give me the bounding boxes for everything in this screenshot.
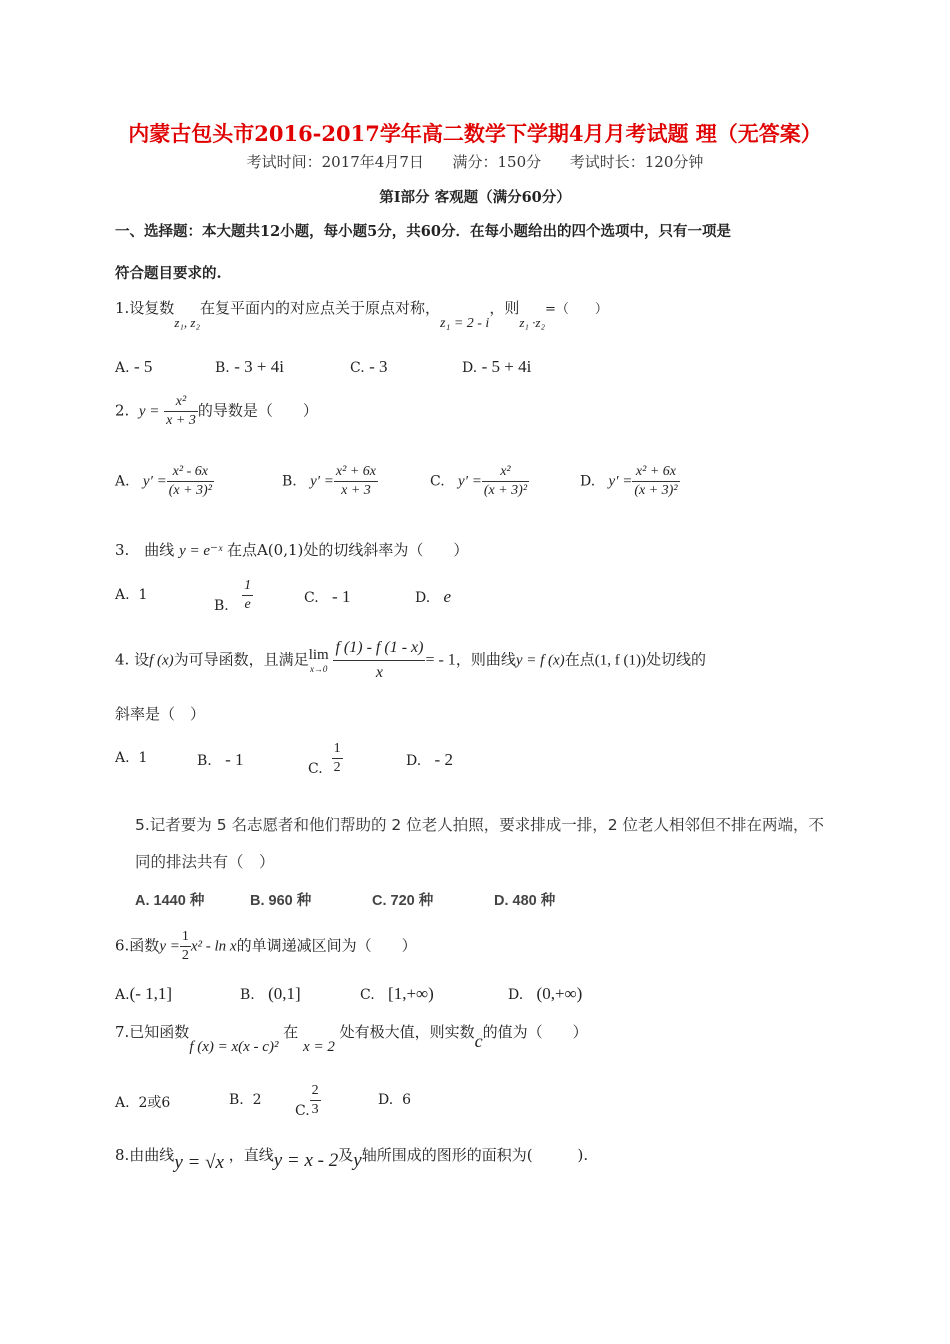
option-value: - 1 <box>225 750 244 769</box>
option-label: A. <box>115 987 130 1003</box>
full-score: 满分：150分 <box>452 153 542 171</box>
option-value: (- 1,1] <box>129 984 173 1003</box>
numerator: x² <box>164 393 198 412</box>
q4-mid2: ，则曲线 <box>455 650 516 669</box>
denominator: 2 <box>181 948 189 963</box>
denominator: 3 <box>311 1102 319 1117</box>
question-8-stem <box>115 1144 589 1173</box>
option-fraction <box>310 1082 321 1119</box>
q5-stem-line2: 同的排法共有（ ） <box>135 853 275 871</box>
option-lhs: y′ = <box>458 473 482 490</box>
option-value: - 1 <box>332 587 351 606</box>
q2-tail: 的导数是（ ） <box>197 401 318 420</box>
option-value: - 5 <box>134 357 153 376</box>
q5-option-a: A. 1440 种 <box>135 893 205 909</box>
option-label: C. <box>295 1102 310 1119</box>
option-value: e <box>443 587 452 606</box>
q1-equals: =（ ） <box>545 302 608 317</box>
q2-fraction <box>164 393 198 430</box>
denominator: x + 3 <box>341 483 371 498</box>
q8-tail: 轴所围成的图形的面积为( ). <box>361 1146 589 1164</box>
option-label: A. <box>115 1095 130 1111</box>
q7-at: x = 2 <box>303 1039 335 1055</box>
q2-y: y = <box>138 403 160 420</box>
exam-time: 考试时间：2017年4月7日 <box>246 153 424 171</box>
question-7-stem <box>115 1021 588 1055</box>
numerator: 1 <box>180 928 191 947</box>
option-label: B. <box>215 360 230 376</box>
q4-eq: = - 1 <box>425 651 456 669</box>
q5-stem-line1: 5.记者要为 5 名志愿者和他们帮助的 2 位老人拍照，要求排成一排，2 位老人相邻但不排在两端，不 <box>135 816 825 834</box>
q3-curve: y = e⁻ˣ <box>179 543 223 559</box>
question-1-stem <box>115 297 608 331</box>
q8-curve1: y = √x <box>174 1152 224 1173</box>
numerator: x² - 6x <box>167 463 214 482</box>
option-fraction <box>482 463 529 500</box>
option-label: A. <box>115 587 130 603</box>
numerator: x² + 6x <box>334 463 378 482</box>
q6-expression: x² - ln x <box>190 938 237 955</box>
option-label: C. <box>360 987 375 1003</box>
q6-option-b <box>240 984 301 1004</box>
q4-stem-line2: 斜率是（ ） <box>115 705 206 723</box>
q8-mid: ，直线 <box>228 1146 274 1164</box>
q4-lead: 4. 设 <box>115 650 150 669</box>
q7-function: f (x) = x(x - c)² <box>189 1039 279 1055</box>
numerator: 1 <box>332 740 343 759</box>
q3-option-c <box>304 587 350 607</box>
option-label: B. <box>282 473 297 490</box>
option-value: 2或6 <box>138 1095 171 1111</box>
option-label: D. <box>462 360 478 376</box>
q1-then: ，则 <box>489 299 520 317</box>
numerator: 1 <box>242 577 253 596</box>
lim-sub: x→0 <box>309 664 328 674</box>
q4-mid1: 为可导函数，且满足 <box>173 650 309 669</box>
denominator: (x + 3)² <box>483 483 528 498</box>
q4-fraction <box>333 636 425 685</box>
q7-lead: 7.已知函数 <box>115 1023 190 1041</box>
section-instruction-line1: 一、选择题：本大题共12小题，每小题5分，共60分．在每小题给出的四个选项中，只有一项是 <box>115 223 731 240</box>
option-label: D. <box>508 987 524 1003</box>
option-value: - 5 + 4i <box>481 357 532 376</box>
option-label: A. <box>115 750 130 766</box>
q5-option-d: D. 480 种 <box>494 893 556 909</box>
option-value: [1,+∞) <box>388 984 434 1003</box>
option-value: (0,+∞) <box>536 984 583 1003</box>
q2-option-c <box>430 463 529 500</box>
question-6-stem <box>115 928 417 965</box>
option-fraction <box>332 740 343 777</box>
option-label: B. <box>214 597 229 614</box>
q6-option-d <box>508 984 582 1004</box>
option-label: B. <box>197 753 212 769</box>
option-fraction <box>167 463 214 500</box>
q4-point: (1, f (1)) <box>594 652 646 669</box>
exam-duration: 考试时长：120分钟 <box>569 153 704 171</box>
option-value: (0,1] <box>268 984 301 1003</box>
q3-option-a <box>115 587 147 603</box>
q7-c: c <box>474 1031 483 1051</box>
q3-tail: 在点A(0,1)处的切线斜率为（ ） <box>226 541 469 559</box>
q6-lead: 6.函数 <box>115 936 160 955</box>
q5-option-b: B. 960 种 <box>250 893 312 909</box>
q7-option-b <box>229 1092 262 1108</box>
q8-lead: 8.由曲线 <box>115 1146 175 1164</box>
q8-mid2: 及 <box>338 1146 354 1164</box>
q2-option-d <box>580 463 680 500</box>
denominator: x + 3 <box>166 413 196 428</box>
section-instruction-line2: 符合题目要求的. <box>115 265 222 282</box>
option-label: C. <box>304 590 319 606</box>
q1-expression: z₁ ·z₂ <box>519 315 546 330</box>
q6-option-a <box>115 984 172 1004</box>
q2-option-a <box>115 463 214 500</box>
q1-condition: z₁ = 2 - i <box>440 316 490 331</box>
q8-curve2: y = x - 2 <box>273 1150 339 1171</box>
q1-option-b <box>215 357 284 377</box>
document-title: 内蒙古包头市2016-2017学年高二数学下学期4月月考试题 理（无答案） <box>128 121 822 146</box>
option-label: C. <box>308 760 323 777</box>
option-value: - 2 <box>434 750 453 769</box>
q7-tail: 的值为（ ） <box>482 1023 588 1041</box>
part-heading: 第Ⅰ部分 客观题（满分60分） <box>379 189 571 206</box>
option-lhs: y′ = <box>608 473 633 490</box>
option-fraction <box>632 463 679 500</box>
numerator: f (1) - f (1 - x) <box>333 636 425 661</box>
option-label: D. <box>580 473 596 490</box>
q8-y: y <box>353 1150 362 1171</box>
q4-option-d <box>406 750 453 770</box>
q3-option-d <box>415 587 451 607</box>
option-label: B. <box>240 987 255 1003</box>
q7-mid: 在 <box>283 1023 299 1041</box>
q1-vars: z₁, z₂ <box>174 315 200 330</box>
q4-mid3: 在点 <box>564 650 595 669</box>
option-label: C. <box>350 360 365 376</box>
numerator: 2 <box>310 1082 321 1101</box>
option-label: B. <box>229 1092 244 1108</box>
q4-limit <box>309 647 329 674</box>
option-lhs: y′ = <box>142 473 167 490</box>
q4-option-a <box>115 750 147 766</box>
option-label: D. <box>415 590 431 606</box>
denominator: 2 <box>333 760 341 775</box>
q3-lead: 3. 曲线 <box>115 541 175 559</box>
q3-option-b <box>214 577 253 614</box>
exam-info <box>0 151 950 172</box>
numerator: x² <box>482 463 529 482</box>
q4-option-c <box>308 740 343 777</box>
lim-label: lim <box>308 647 329 663</box>
question-2-stem <box>115 393 318 430</box>
option-label: D. <box>406 753 422 769</box>
q7-option-d <box>378 1092 411 1108</box>
q7-option-a <box>115 1092 170 1112</box>
q1-option-d <box>462 357 531 377</box>
q6-y: y = <box>159 938 180 955</box>
q7-option-c <box>295 1082 321 1119</box>
option-value: - 3 + 4i <box>234 357 284 376</box>
q4-fx: f (x) <box>149 652 174 669</box>
option-value: 6 <box>402 1092 412 1108</box>
q1-option-c <box>350 357 388 377</box>
option-fraction <box>334 463 378 500</box>
option-value: 1 <box>138 750 148 766</box>
option-value: 2 <box>252 1092 262 1108</box>
q1-option-a <box>115 357 152 377</box>
q6-option-c <box>360 984 434 1004</box>
option-label: D. <box>378 1092 394 1108</box>
denominator: x <box>375 664 384 681</box>
option-value: 1 <box>138 587 148 603</box>
option-fraction <box>242 577 253 614</box>
q6-fraction <box>180 928 191 965</box>
denominator: (x + 3)² <box>168 483 212 498</box>
denominator: (x + 3)² <box>634 483 678 498</box>
option-label: A. <box>115 360 130 376</box>
q6-tail: 的单调递减区间为（ ） <box>236 936 417 955</box>
option-label: A. <box>115 473 130 490</box>
q7-mid2: 处有极大值，则实数 <box>339 1023 475 1041</box>
question-4-stem <box>115 636 706 685</box>
denominator: e <box>244 597 251 612</box>
option-label: C. <box>430 473 445 490</box>
option-lhs: y′ = <box>310 473 334 490</box>
question-3-stem <box>115 539 468 560</box>
q1-mid: 在复平面内的对应点关于原点对称， <box>199 299 440 317</box>
q1-lead: 1.设复数 <box>115 299 175 317</box>
q4-option-b <box>197 750 244 770</box>
q2-lead: 2. <box>115 401 130 420</box>
option-value: - 3 <box>369 357 388 376</box>
q5-option-c: C. 720 种 <box>372 893 434 909</box>
numerator: x² + 6x <box>632 463 679 482</box>
q4-curve: y = f (x) <box>515 652 565 669</box>
q4-tail: 处切线的 <box>645 650 706 669</box>
q2-option-b <box>282 463 378 500</box>
